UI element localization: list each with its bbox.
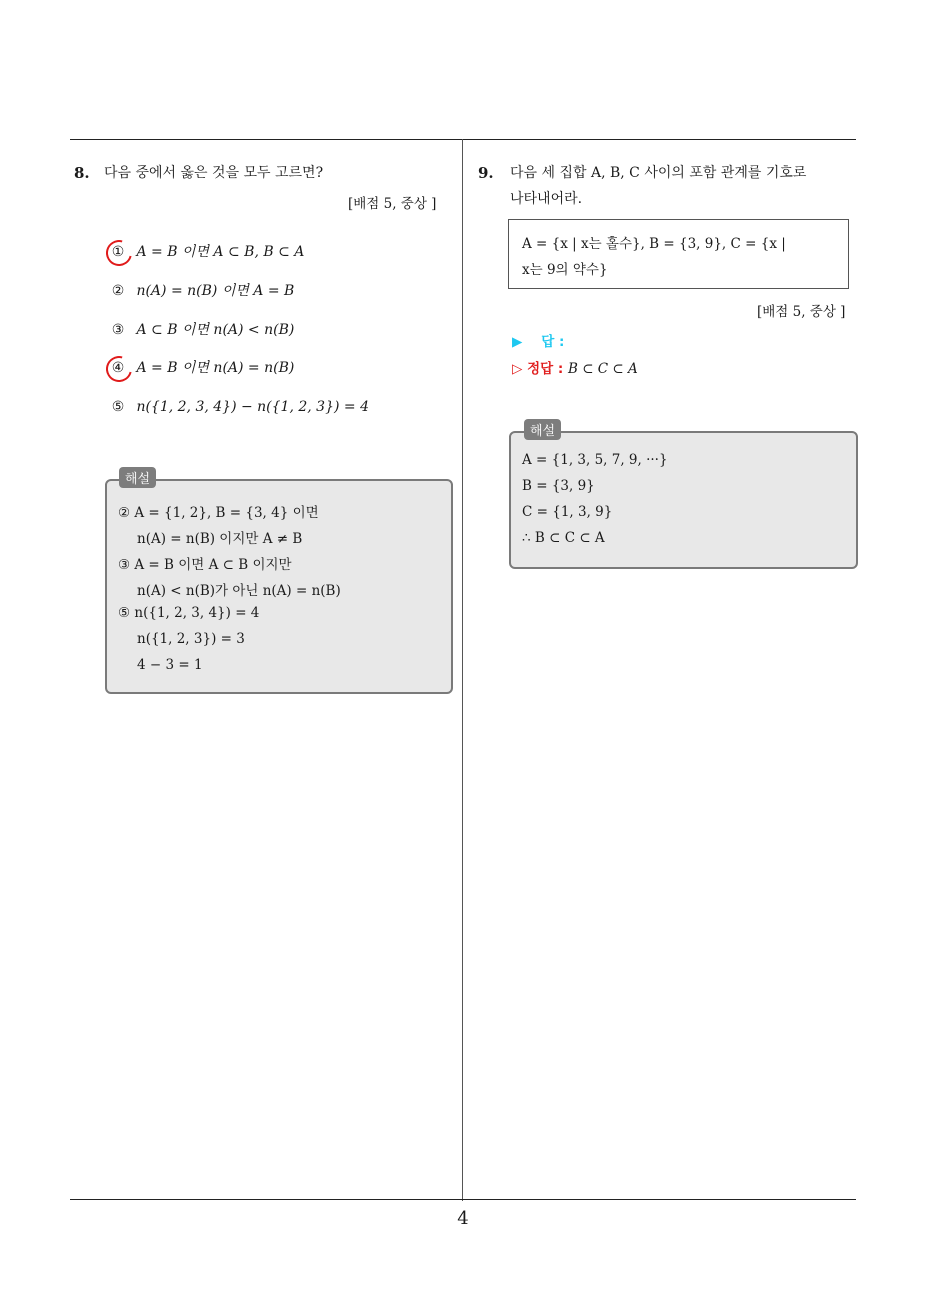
choice-text: A = B 이면 n(A) = n(B) — [136, 360, 295, 376]
correct-value: B ⊂ C ⊂ A — [567, 361, 638, 377]
choice-number: ④ — [111, 360, 125, 376]
choice-text: n({1, 2, 3, 4}) − n({1, 2, 3}) = 4 — [136, 399, 369, 415]
q8-solution-tag: 해설 — [119, 467, 156, 488]
q8-solution-line: 4 − 3 = 1 — [137, 657, 203, 673]
q8-choice-1[interactable] — [104, 240, 304, 264]
q8-number: 8. — [74, 164, 90, 182]
q8-choice-2[interactable] — [104, 279, 294, 303]
q9-text-line1: 다음 세 집합 A, B, C 사이의 포함 관계를 기호로 — [510, 165, 807, 181]
q9-set-line: A = {x | x는 홀수}, B = {3, 9}, C = {x | — [522, 236, 786, 252]
q9-solution-tag: 해설 — [524, 419, 561, 440]
q9-set-box — [508, 219, 849, 289]
q9-answer-row — [512, 330, 564, 350]
q8-solution-line: ② A = {1, 2}, B = {3, 4} 이면 — [118, 505, 319, 521]
choice-text: A ⊂ B 이면 n(A) < n(B) — [136, 322, 295, 338]
q9-solution-line: A = {1, 3, 5, 7, 9, ···} — [522, 452, 668, 468]
q8-text: 다음 중에서 옳은 것을 모두 고르면? — [104, 165, 324, 181]
q9-score-meta: [배점 5, 중상 ] — [757, 304, 846, 320]
q9-solution-line: C = {1, 3, 9} — [522, 504, 613, 520]
correct-label: 정답 : — [527, 361, 564, 377]
q8-solution-line: n(A) = n(B) 이지만 A ≠ B — [137, 531, 303, 547]
q9-solution-line: ∴ B ⊂ C ⊂ A — [522, 530, 605, 546]
choice-number: ③ — [111, 322, 125, 338]
answer-label: 답 : — [541, 334, 565, 350]
q9-set-line: x는 9의 약수} — [522, 262, 608, 278]
q8-choice-4[interactable] — [104, 356, 294, 380]
choice-text: A = B 이면 A ⊂ B, B ⊂ A — [136, 244, 305, 260]
q8-choice-5[interactable] — [104, 395, 369, 419]
q8-solution-line: ⑤ n({1, 2, 3, 4}) = 4 — [118, 605, 260, 621]
q8-solution-line: ③ A = B 이면 A ⊂ B 이지만 — [118, 557, 292, 573]
bottom-rule — [70, 1199, 856, 1200]
q9-number: 9. — [478, 164, 494, 182]
top-rule — [70, 139, 856, 140]
q8-solution-line: n(A) < n(B)가 아닌 n(A) = n(B) — [137, 583, 341, 599]
choice-text: n(A) = n(B) 이면 A = B — [136, 283, 295, 299]
correct-circle-mark — [101, 351, 137, 387]
correct-circle-mark — [101, 235, 137, 271]
choice-number: ① — [111, 244, 125, 260]
choice-number: ② — [111, 283, 125, 299]
q9-correct-row — [512, 357, 638, 377]
column-divider — [462, 139, 463, 1201]
choice-number: ⑤ — [111, 399, 125, 415]
q9-solution-line: B = {3, 9} — [522, 478, 595, 494]
q8-score-meta: [배점 5, 중상 ] — [348, 196, 437, 212]
page-number: 4 — [457, 1208, 469, 1229]
q9-text-line2: 나타내어라. — [510, 191, 583, 207]
hollow-arrow-icon: ▷ — [512, 361, 523, 377]
q8-solution-line: n({1, 2, 3}) = 3 — [137, 631, 245, 647]
play-arrow-icon: ▶ — [512, 334, 523, 350]
q8-choice-3[interactable] — [104, 318, 294, 342]
